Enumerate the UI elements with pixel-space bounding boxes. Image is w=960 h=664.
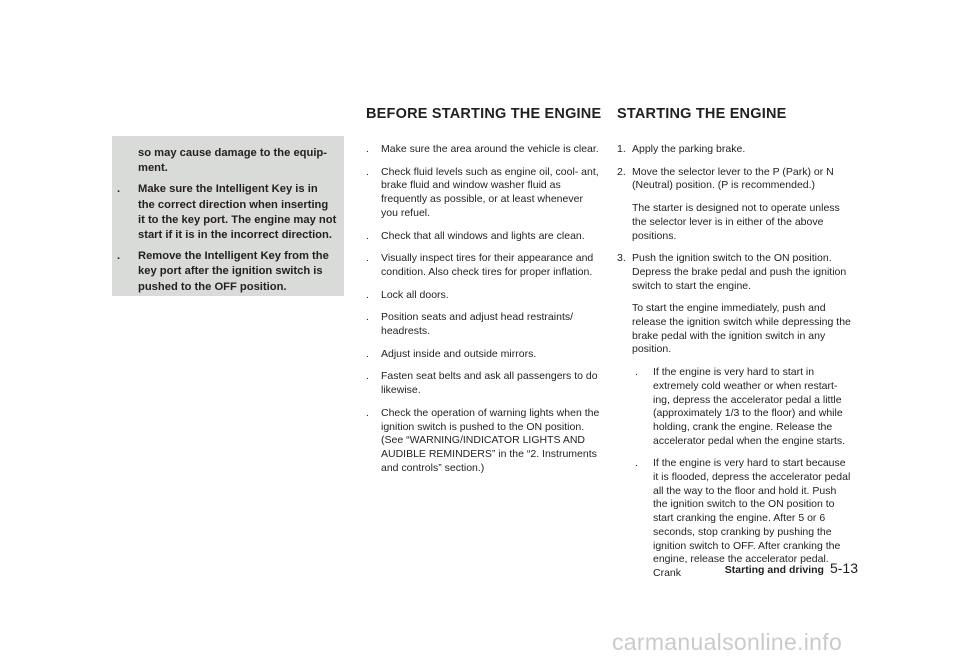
heading-before-starting: BEFORE STARTING THE ENGINE (366, 106, 602, 122)
warning-text (117, 146, 337, 301)
sub-list-item-text: If the engine is very hard to start in extremely cold weather or when restart- ing, depress the accelerator pedal a little (approximately 1/3 to the floor) and while holding, crank the engine. Release the accelerator pedal when the engine starts. (653, 366, 846, 447)
bullet-icon: . (366, 165, 369, 178)
section-name: Starting and driving (724, 564, 824, 576)
list-item (366, 311, 600, 338)
watermark: carmanualsonline.info (612, 629, 843, 655)
list-item-text: Check that all windows and lights are clean. (381, 229, 585, 242)
step-note: To start the engine immediately, push and release the ignition switch while depressing the brake pedal with the ignition switch in any position. (632, 302, 851, 356)
step-note: The starter is designed not to operate unless the selector lever is in either of the above positions. (632, 202, 840, 242)
bullet-icon: . (366, 347, 369, 360)
sub-list-item-text: If the engine is very hard to start because it is flooded, depress the accelerator pedal all the way to the floor and hold it. Push the ignition switch to the ON position to start cranking the engine. After 5 or 6 seconds, stop cranking by pushing the ignition switch to OFF. After cranking the engine, release the accelerator pedal. Crank (653, 457, 851, 579)
bullet-icon: . (635, 366, 638, 379)
bullet-icon: . (117, 250, 121, 263)
bullet-icon: . (366, 311, 369, 324)
warning-item (117, 249, 337, 295)
list-item (366, 370, 600, 397)
page-number: 5-13 (829, 560, 858, 576)
list-item-text: Make sure the area around the vehicle is clear. (381, 143, 599, 155)
bullet-icon: . (366, 143, 369, 155)
list-item (366, 230, 600, 244)
step-number: 3. (617, 252, 626, 265)
bullet-icon: . (635, 457, 638, 470)
page-footer (650, 560, 858, 578)
starting-steps (617, 143, 853, 590)
list-item-text: Fasten seat belts and ask all passengers to do likewise. (381, 370, 598, 397)
step-text: Apply the parking brake. (632, 143, 746, 155)
list-item-text: Lock all doors. (381, 288, 449, 301)
list-item (366, 143, 600, 157)
step-item (617, 166, 853, 193)
list-item (366, 407, 600, 476)
list-item (366, 166, 600, 221)
list-item (366, 252, 600, 279)
step-item (617, 143, 853, 157)
list-item-text: Position seats and adjust head restraints/ headrests. (381, 311, 574, 338)
list-item-text: Visually inspect tires for their appearance and condition. Also check tires for proper inflation. (381, 252, 594, 278)
warning-item-text: Make sure the Intelligent Key is in the correct direction when inserting it to the key port. The engine may not start if it is in the incorrect direction. (138, 183, 337, 242)
before-starting-list (366, 143, 600, 484)
heading-starting-engine: STARTING THE ENGINE (617, 106, 787, 122)
warning-continuation: so may cause damage to the equip- ment. (138, 147, 327, 175)
list-item-text: Check the operation of warning lights when the ignition switch is pushed to the ON position. (See “WARNING/INDICATOR LIGHTS AND AUDIBLE REMINDERS” in the “2. Instruments and controls” section.) (381, 406, 600, 474)
step-text: Push the ignition switch to the ON position. Depress the brake pedal and push the ignition switch to start the engine. (632, 252, 847, 292)
step-number: 2. (617, 165, 626, 178)
step-text: Move the selector lever to the P (Park) or N (Neutral) position. (P is recommended.) (632, 165, 834, 192)
bullet-icon: . (366, 406, 369, 419)
list-item-text: Check fluid levels such as engine oil, cool- ant, brake fluid and window washer fluid as frequently as possible, or at least whenever you refuel. (381, 165, 599, 219)
step-item (617, 252, 853, 293)
bullet-icon: . (366, 252, 369, 265)
warning-item-text: Remove the Intelligent Key from the key port after the ignition switch is pushed to the OFF position. (138, 250, 329, 293)
bullet-icon: . (366, 288, 369, 301)
list-item-text: Adjust inside and outside mirrors. (381, 347, 537, 360)
list-item (366, 348, 600, 362)
step-number: 1. (617, 143, 626, 155)
list-item (366, 289, 600, 303)
sub-list-item (617, 366, 853, 448)
warning-item (117, 182, 337, 243)
bullet-icon: . (117, 183, 121, 196)
bullet-icon: . (366, 229, 369, 242)
bullet-icon: . (366, 370, 369, 383)
